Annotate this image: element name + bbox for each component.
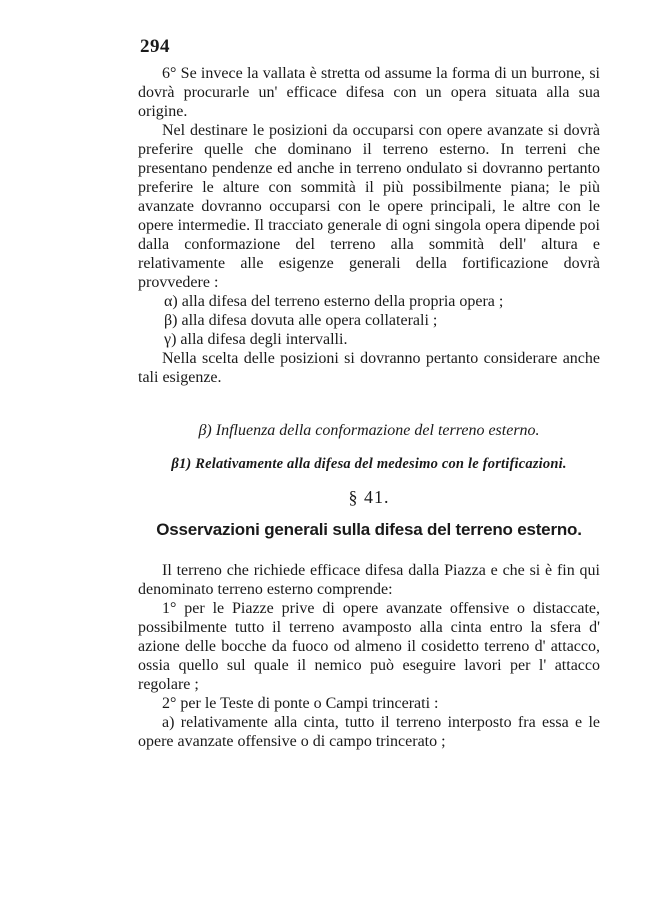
text-block-upper <box>138 64 600 387</box>
paragraph: a) relativamente alla cinta, tutto il terreno interposto fra essa e le opere avanzate offensive o di campo trincerato ; <box>138 714 600 750</box>
paragraph: 2° per le Teste di ponte o Campi trincerati : <box>162 695 439 712</box>
list-item: β) alla difesa dovuta alle opera collaterali ; <box>164 312 438 329</box>
paragraph: Il terreno che richiede efficace difesa dalla Piazza e che si è fin qui denominato terreno esterno comprende: <box>138 562 600 598</box>
paragraph: Nel destinare le posizioni da occuparsi con opere avanzate si dovrà preferire quelle che dominano il terreno esterno. In terreni che presentano pendenze ed anche in terreno ondulato si dovranno pertanto preferire le alture con sommità il più possibilmente piana; le più avanzate dovranno occuparsi con le opere principali, le altre con le opere intermedie. Il tracciato generale di ogni singola opera dipende poi dalla conformazione del terreno alla sommità dell' altura e relativamente alle esigenze generali della fortificazione dovrà provvedere : <box>138 122 600 291</box>
paragraph: 6° Se invece la vallata è stretta od assume la forma di un burrone, si dovrà procurarle un' efficace difesa con un opera situata alla sua origine. <box>138 65 600 120</box>
paragraph: 1° per le Piazze prive di opere avanzate offensive o distaccate, possibilmente tutto il terreno avamposto alla cinta entro la sfera d' azione delle bocche da fuoco od almeno il cosidetto terreno d' attacco, ossia quello sul quale il nemico può eseguire lavori per l' attacco regolare ; <box>138 600 600 693</box>
list-item: γ) alla difesa degli intervalli. <box>164 331 348 348</box>
section-title: Osservazioni generali sulla difesa del terreno esterno. <box>156 520 582 539</box>
subheading-beta1: β1) Relativamente alla difesa del medesimo con le fortificazioni. <box>171 456 567 472</box>
page-number: 294 <box>140 36 170 57</box>
paragraph: Nella scelta delle posizioni si dovranno pertanto considerare anche tali esigenze. <box>138 350 600 386</box>
section-number: § 41. <box>348 487 390 507</box>
list-item: α) alla difesa del terreno esterno della propria opera ; <box>164 293 504 310</box>
subheading-beta: β) Influenza della conformazione del terreno esterno. <box>198 422 540 439</box>
text-block-lower <box>138 561 600 751</box>
